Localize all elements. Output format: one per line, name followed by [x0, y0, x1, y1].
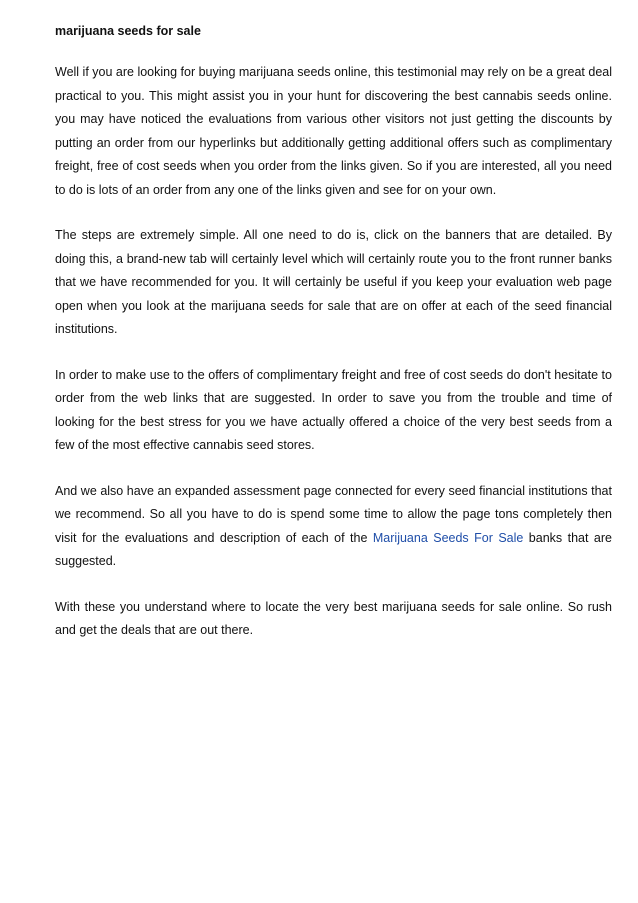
document-title: marijuana seeds for sale — [55, 24, 201, 38]
paragraph-4 — [55, 480, 612, 574]
paragraph-3: In order to make use to the offers of complimentary freight and free of cost seeds do don't hesitate to order from the web links that are suggested. In order to save you from the trouble and time of looking for the best stress for you we have actually offered a choice of the very best seeds from a few of the most effective cannabis seed stores. — [55, 367, 612, 452]
marijuana-seeds-link[interactable]: Marijuana Seeds For Sale — [372, 530, 524, 545]
paragraph-1: Well if you are looking for buying marijuana seeds online, this testimonial may rely on be a great deal practical to you. This might assist you in your hunt for discovering the best cannabis seeds online. you may have noticed the evaluations from various other visitors not just getting the discounts by putting an order from our hyperlinks but additionally getting additional offers such as complimentary freight, free of cost seeds when you order from the links given. So if you are interested, all you need to do is lots of an order from any one of the links given and see for on your own. — [55, 65, 613, 197]
document-page — [55, 22, 612, 665]
paragraph-2: The steps are extremely simple. All one need to do is, click on the banners that are detailed. By doing this, a brand-new tab will certainly level which will certainly route you to the front runner banks that we have recommended for you. It will certainly be useful if you keep your evaluation web page open when you look at the marijuana seeds for sale that are on offer at each of the seed financial institutions. — [55, 228, 612, 336]
paragraph-5: With these you understand where to locate the very best marijuana seeds for sale online. So rush and get the deals that are out there. — [55, 599, 612, 637]
paragraph-4-text-before-link: And we also have an expanded assessment page connected for every seed financial institutions that we recommend. So all you have to do is spend some time to allow the page tons completely then visit for the evaluations and description of each of the — [55, 483, 612, 545]
paragraph-4-text-after-link: banks that are suggested. — [55, 530, 612, 568]
